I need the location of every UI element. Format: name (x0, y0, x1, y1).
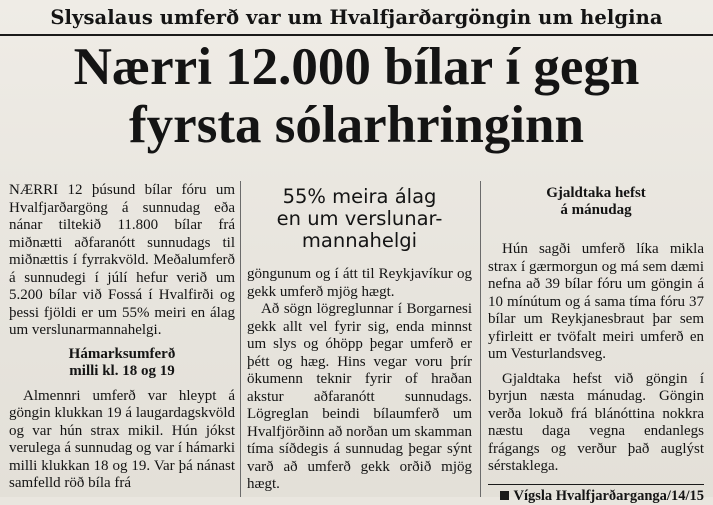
kicker-headline: Slysalaus umferð var um Hvalfjarðargöngin um helgina (0, 2, 713, 36)
body-paragraph: Almennri umferð var hleypt á göngin klukkan 19 á laugardagskvöld og var hún strax mikil. Hún jókst verulega á sunnudag og var í hámarki milli klukkan 18 og 19. Var þá nánast samfelld röð bíla frá (9, 388, 235, 493)
headline-line-2: fyrsta sólarhringinn (0, 96, 713, 154)
lead-paragraph: NÆRRI 12 þúsund bílar fóru um Hvalfjarðargöng á sunnudag eða nánar tiltekið 11.800 bílar frá miðnætti aðfaranótt sunnudags til miðnættis í fyrrakvöld. Meðalumferð á sunnudegi í júlí hefur verið um 5.200 bílar við Fossá í Hvalfirði og þessi fjöldi er um 55% meiri en álag um verslunarmannahelgi. (9, 182, 235, 340)
spacer (488, 227, 704, 241)
subheading-line: Gjaldtaka hefst (488, 185, 704, 202)
source-signature (488, 484, 704, 505)
article-column-3 (488, 181, 704, 505)
body-paragraph: Gjaldtaka hefst við göngin í byrjun næsta mánudag. Göngin verða lokuð frá blánóttina nokkra næstu daga vegna endanlegs frágangs og verður það auglýst sérstaklega. (488, 371, 704, 476)
article-column-1 (9, 182, 235, 493)
deck-line: mannahelgi (247, 230, 472, 252)
column-divider (240, 181, 241, 497)
signature-text: Vígsla Hvalfjarðarganga/14/15 (513, 488, 704, 504)
subheading-tolls (488, 185, 704, 219)
column-divider (480, 181, 481, 497)
deck-line: en um verslunar- (247, 208, 472, 230)
square-bullet-icon (500, 491, 509, 500)
subheading-line: milli kl. 18 og 19 (9, 363, 235, 380)
body-paragraph: Að sögn lögreglunnar í Borgarnesi gekk allt vel fyrir sig, enda minnst um slys og óhöpp þegar umferð er þétt og hæg. Hins vegar voru þrír ökumenn teknir fyrir of hraðan akstur aðfaranótt sunnudags. Lögreglan beindi bílaumferð um Hvalfjörðinn að norðan um skamman tíma síðdegis á sunnudag þegar sýnt varð að umferð gekk orðið mjög hægt. (247, 301, 472, 494)
deck-line: 55% meira álag (247, 186, 472, 208)
article-column-2 (247, 181, 472, 494)
body-paragraph: göngunum og í átt til Reykjavíkur og gekk umferð mjög hægt. (247, 266, 472, 301)
body-paragraph: Hún sagði umferð líka mikla strax í gærmorgun og má sem dæmi nefna að 39 bílar fóru um göngin á 10 mínútum og á sama tíma fóru 37 bílar um Reykjanesbraut þar sem yfirleitt er tvöfalt meiri umferð en um Vesturlandsveg. (488, 241, 704, 364)
subheading-peak-traffic (9, 346, 235, 380)
subheading-line: á mánudag (488, 202, 704, 219)
main-headline (0, 38, 713, 154)
headline-line-1: Nærri 12.000 bílar í gegn (0, 38, 713, 96)
subheading-line: Hámarksumferð (9, 346, 235, 363)
deck-headline (247, 186, 472, 252)
